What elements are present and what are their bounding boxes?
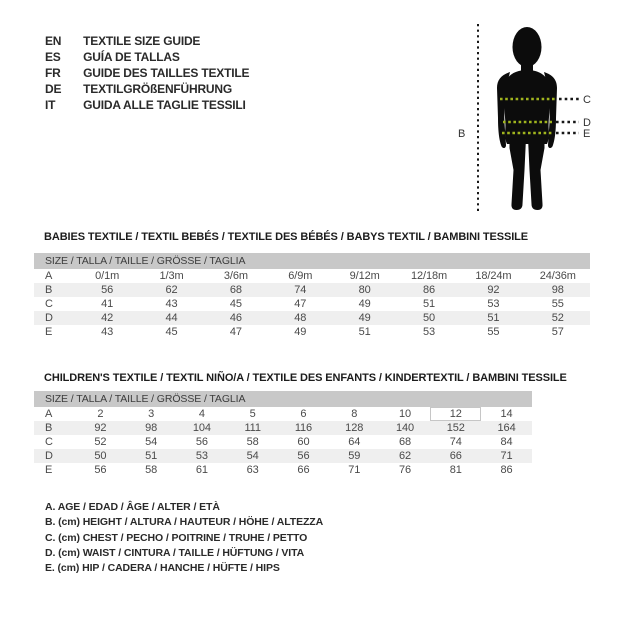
language-title: TEXTILGRÖßENFÜHRUNG <box>83 82 233 96</box>
language-row <box>45 33 249 49</box>
size-cell: 42 <box>75 311 139 325</box>
language-code: DE <box>45 82 62 96</box>
size-cell: 63 <box>246 464 259 476</box>
size-cell: 74 <box>268 283 332 297</box>
size-cell: 71 <box>348 464 361 476</box>
size-cell: 50 <box>397 311 461 325</box>
size-cell: 8 <box>351 408 358 420</box>
size-cell: 52 <box>94 436 107 448</box>
size-cell: 68 <box>204 283 268 297</box>
row-label: B <box>34 283 75 297</box>
table-row <box>34 407 532 421</box>
language-row <box>45 65 249 81</box>
legend-item: D. (cm) WAIST / CINTURA / TAILLE / HÜFTUNG / VITA <box>45 546 305 559</box>
size-cell: 64 <box>348 436 361 448</box>
language-row <box>45 49 249 65</box>
size-cell: 92 <box>75 421 126 435</box>
height-label-b: B <box>458 128 466 140</box>
table-row <box>34 435 532 449</box>
size-cell: 18/24m <box>475 270 512 282</box>
size-cell: 10 <box>398 408 411 420</box>
size-cell: 128 <box>329 421 380 435</box>
row-label: C <box>45 436 53 448</box>
size-cell: 44 <box>139 311 203 325</box>
size-cell: 12 <box>430 407 481 421</box>
size-cell: 51 <box>461 311 525 325</box>
size-cell: 61 <box>195 464 208 476</box>
size-cell: 12/18m <box>411 270 448 282</box>
row-label: D <box>34 311 75 325</box>
size-cell: 111 <box>227 421 278 435</box>
child-silhouette-icon <box>497 27 557 210</box>
size-cell: 58 <box>246 436 259 448</box>
size-cell: 49 <box>333 311 397 325</box>
row-label: E <box>45 326 53 338</box>
size-cell: 84 <box>500 436 513 448</box>
language-title: GUIDA ALLE TAGLIE TESSILI <box>83 98 246 112</box>
size-cell: 68 <box>398 436 411 448</box>
language-title: GUÍA DE TALLAS <box>83 50 180 64</box>
size-cell: 92 <box>461 283 525 297</box>
size-cell: 104 <box>177 421 228 435</box>
size-cell: 43 <box>101 326 114 338</box>
row-label: A <box>45 270 53 282</box>
row-label: D <box>34 449 75 463</box>
size-cell: 59 <box>329 449 380 463</box>
language-title-list <box>45 33 249 113</box>
size-cell: 41 <box>101 298 114 310</box>
size-cell: 98 <box>526 283 590 297</box>
size-cell: 3/6m <box>223 270 248 282</box>
size-cell: 24/36m <box>539 270 576 282</box>
table-row <box>34 325 590 339</box>
size-cell: 45 <box>165 326 178 338</box>
size-cell: 0/1m <box>95 270 120 282</box>
size-cell: 74 <box>449 436 462 448</box>
size-cell: 86 <box>500 464 513 476</box>
size-cell: 51 <box>126 449 177 463</box>
size-cell: 47 <box>294 298 307 310</box>
language-code: IT <box>45 98 56 112</box>
size-cell: 1/3m <box>159 270 184 282</box>
language-code: EN <box>45 34 62 48</box>
language-title: TEXTILE SIZE GUIDE <box>83 34 201 48</box>
language-code: FR <box>45 66 61 80</box>
hip-label-e: E <box>583 128 591 140</box>
size-cell: 164 <box>481 421 532 435</box>
legend-item: B. (cm) HEIGHT / ALTURA / HAUTEUR / HÖHE / ALTEZZA <box>45 516 324 529</box>
size-cell: 49 <box>294 326 307 338</box>
size-cell: 116 <box>278 421 329 435</box>
size-cell: 62 <box>139 283 203 297</box>
babies-size-table <box>34 269 590 339</box>
size-cell: 47 <box>229 326 242 338</box>
measurement-diagram <box>452 20 592 220</box>
table-row <box>34 269 590 283</box>
child-measurement-figure <box>452 20 592 220</box>
size-cell: 54 <box>227 449 278 463</box>
language-row <box>45 97 249 113</box>
size-cell: 56 <box>278 449 329 463</box>
size-cell: 76 <box>398 464 411 476</box>
row-label: C <box>45 298 53 310</box>
size-cell: 3 <box>148 408 155 420</box>
size-cell: 55 <box>487 326 500 338</box>
size-cell: 6/9m <box>288 270 313 282</box>
table-row <box>34 463 532 477</box>
size-cell: 80 <box>333 283 397 297</box>
legend-item: A. AGE / EDAD / ÂGE / ALTER / ETÀ <box>45 501 220 513</box>
size-cell: 66 <box>297 464 310 476</box>
children-table-title: CHILDREN'S TEXTILE / TEXTIL NIÑO/A / TEXTILE DES ENFANTS / KINDERTEXTIL / BAMBINI TESSILE <box>44 372 567 384</box>
size-cell: 9/12m <box>349 270 380 282</box>
table-row <box>34 449 532 463</box>
size-cell: 6 <box>300 408 307 420</box>
size-cell: 49 <box>358 298 371 310</box>
size-cell: 53 <box>177 449 228 463</box>
chest-label-c: C <box>583 94 591 106</box>
table-row <box>34 283 590 297</box>
size-cell: 56 <box>75 283 139 297</box>
size-cell: 71 <box>481 449 532 463</box>
size-cell: 98 <box>126 421 177 435</box>
size-cell: 140 <box>380 421 431 435</box>
size-cell: 56 <box>195 436 208 448</box>
size-cell: 4 <box>198 408 205 420</box>
size-cell: 86 <box>397 283 461 297</box>
size-cell: 46 <box>204 311 268 325</box>
table-row <box>34 297 590 311</box>
size-cell: 81 <box>449 464 462 476</box>
size-cell: 60 <box>297 436 310 448</box>
size-cell: 62 <box>380 449 431 463</box>
language-row <box>45 81 249 97</box>
legend-item: C. (cm) CHEST / PECHO / POITRINE / TRUHE / PETTO <box>45 531 308 544</box>
size-cell: 5 <box>249 408 256 420</box>
legend-item: E. (cm) HIP / CADERA / HANCHE / HÜFTE / HIPS <box>45 562 280 575</box>
size-cell: 53 <box>423 326 436 338</box>
size-cell: 52 <box>526 311 590 325</box>
babies-size-header-bar: SIZE / TALLA / TAILLE / GRÖSSE / TAGLIA <box>34 253 590 269</box>
size-cell: 50 <box>75 449 126 463</box>
size-cell: 2 <box>97 408 104 420</box>
row-label: B <box>34 421 75 435</box>
size-cell: 66 <box>430 449 481 463</box>
size-cell: 58 <box>145 464 158 476</box>
children-size-table <box>34 407 532 477</box>
size-cell: 53 <box>487 298 500 310</box>
language-title: GUIDE DES TAILLES TEXTILE <box>83 66 250 80</box>
language-code: ES <box>45 50 61 64</box>
row-label: E <box>45 464 53 476</box>
row-label: A <box>45 408 53 420</box>
children-size-header-bar: SIZE / TALLA / TAILLE / GRÖSSE / TAGLIA <box>34 391 532 407</box>
size-cell: 51 <box>423 298 436 310</box>
measurement-legend <box>45 500 323 576</box>
size-cell: 152 <box>430 421 481 435</box>
size-cell: 55 <box>551 298 564 310</box>
size-cell: 14 <box>500 408 513 420</box>
size-cell: 45 <box>229 298 242 310</box>
table-row <box>34 421 532 435</box>
size-cell: 54 <box>145 436 158 448</box>
babies-table-title: BABIES TEXTILE / TEXTIL BEBÉS / TEXTILE DES BÉBÉS / BABYS TEXTIL / BAMBINI TESSILE <box>44 231 529 243</box>
size-cell: 43 <box>165 298 178 310</box>
table-row <box>34 311 590 325</box>
size-cell: 51 <box>358 326 371 338</box>
waist-label-d: D <box>583 117 591 129</box>
size-cell: 48 <box>268 311 332 325</box>
size-cell: 57 <box>551 326 564 338</box>
size-cell: 56 <box>94 464 107 476</box>
